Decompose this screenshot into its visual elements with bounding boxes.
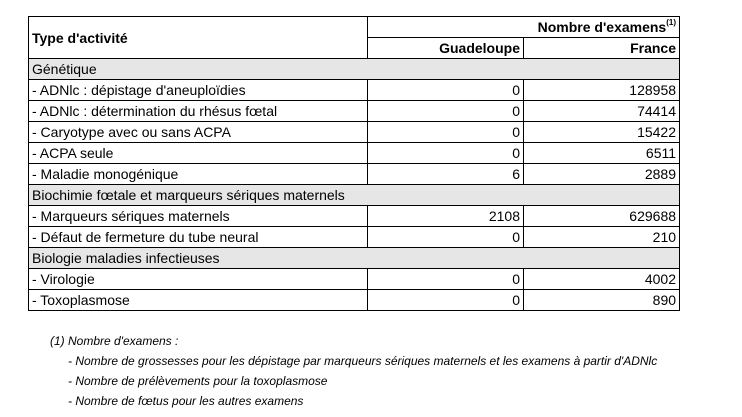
row-france: 128958	[524, 80, 680, 101]
table-row	[29, 227, 680, 248]
row-label: - Défaut de fermeture du tube neural	[29, 227, 368, 248]
table-row	[29, 206, 680, 227]
row-label: - Maladie monogénique	[29, 164, 368, 185]
section-title: Génétique	[29, 59, 680, 80]
table-row	[29, 269, 680, 290]
row-label: - ACPA seule	[29, 143, 368, 164]
header-france: France	[524, 38, 680, 59]
header-group-label: Nombre d'examens	[537, 19, 667, 35]
row-france: 629688	[524, 206, 680, 227]
table-row	[29, 290, 680, 311]
section-title: Biologie maladies infectieuses	[29, 248, 680, 269]
row-label: - ADNlc : dépistage d'aneuploïdies	[29, 80, 368, 101]
header-row-1	[29, 17, 680, 38]
footnote-item: - Nombre de prélèvements pour la toxoplasmose	[68, 374, 328, 388]
row-guadeloupe: 0	[368, 227, 524, 248]
row-france: 74414	[524, 101, 680, 122]
footnote-item: - Nombre de grossesses pour les dépistage par marqueurs sériques maternels et les examens à partir d'ADNlc	[68, 354, 658, 368]
section-row-infectieuses	[29, 248, 680, 269]
row-label: - Toxoplasmose	[29, 290, 368, 311]
table-row	[29, 122, 680, 143]
table-row	[29, 80, 680, 101]
header-note-mark: (1)	[666, 18, 677, 27]
footnote-title: (1) Nombre d'examens :	[50, 334, 179, 348]
section-row-biochimie	[29, 185, 680, 206]
row-france: 6511	[524, 143, 680, 164]
table-row	[29, 143, 680, 164]
row-guadeloupe: 0	[368, 101, 524, 122]
header-group	[368, 17, 680, 38]
row-guadeloupe: 0	[368, 290, 524, 311]
row-label: - Marqueurs sériques maternels	[29, 206, 368, 227]
row-guadeloupe: 2108	[368, 206, 524, 227]
row-guadeloupe: 0	[368, 269, 524, 290]
row-france: 890	[524, 290, 680, 311]
row-guadeloupe: 0	[368, 122, 524, 143]
table-row	[29, 101, 680, 122]
row-label: - Virologie	[29, 269, 368, 290]
header-guadeloupe: Guadeloupe	[368, 38, 524, 59]
row-label: - Caryotype avec ou sans ACPA	[29, 122, 368, 143]
exam-table	[28, 16, 680, 311]
footnotes	[50, 331, 657, 411]
exam-table-container	[28, 16, 679, 311]
row-france: 2889	[524, 164, 680, 185]
row-france: 4002	[524, 269, 680, 290]
row-label: - ADNlc : détermination du rhésus fœtal	[29, 101, 368, 122]
section-title: Biochimie fœtale et marqueurs sériques maternels	[29, 185, 680, 206]
table-row	[29, 164, 680, 185]
header-type: Type d'activité	[29, 17, 368, 59]
section-row-genetique	[29, 59, 680, 80]
row-france: 15422	[524, 122, 680, 143]
footnote-item: - Nombre de fœtus pour les autres examens	[68, 394, 304, 408]
row-guadeloupe: 0	[368, 80, 524, 101]
row-guadeloupe: 0	[368, 143, 524, 164]
row-france: 210	[524, 227, 680, 248]
row-guadeloupe: 6	[368, 164, 524, 185]
